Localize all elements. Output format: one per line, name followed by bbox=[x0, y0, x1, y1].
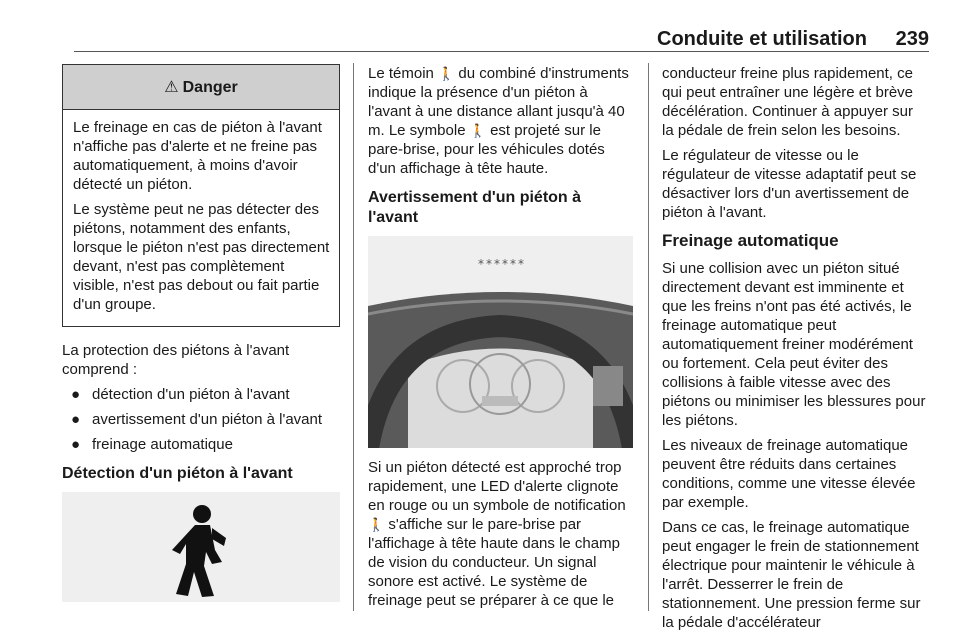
paragraph-cruise-control: Le régulateur de vitesse ou le régulateur de vitesse adaptatif peut se désactiver lors d'un avertissement de piéton à l'avant. bbox=[662, 147, 917, 221]
page-header bbox=[74, 22, 929, 52]
section-heading-detection: Détection d'un piéton à l'avant bbox=[62, 465, 293, 482]
warning-icon: ⚠ bbox=[164, 78, 179, 96]
pedestrian-icon bbox=[62, 492, 340, 602]
header-rule bbox=[74, 51, 929, 52]
danger-paragraph: Le système peut ne pas détecter des piétons, notamment des enfants, lorsque le piéton n'est pas directement devant, n'est pas complètement visible, n'est pas debout ou fait partie d'un groupe. bbox=[73, 201, 330, 313]
column-divider-right bbox=[648, 63, 649, 611]
paragraph-auto-braking: Si une collision avec un piéton situé directement devant est imminente et que les freins n'ont pas été activés, le freinage automatique peut automatiquement freiner modérément ou fortement. Cela peut éviter des collisions à faible vitesse avec des piétons ou minimiser les blessures pour les piétons. bbox=[662, 260, 926, 429]
dashboard-figure bbox=[368, 236, 633, 448]
intro-paragraph: La protection des piétons à l'avant comprend : bbox=[62, 342, 290, 378]
page-title: Conduite et utilisation bbox=[657, 28, 867, 50]
bullet-icon: ● bbox=[71, 436, 81, 453]
paragraph-warning: Si un piéton détecté est approché trop rapidement, une LED d'alerte clignote en rouge ou un symbole de notification 🚶 s'affiche sur le pare-brise par l'affichage à tête haute dans le champ de vision du conducteur. Un signal sonore est activé. Le système de freinage peut se préparer à ce que le bbox=[368, 459, 626, 609]
pedestrian-symbol-icon: 🚶 bbox=[469, 123, 486, 138]
svg-text:******: ****** bbox=[478, 257, 526, 271]
danger-box bbox=[62, 64, 340, 327]
danger-body bbox=[63, 110, 339, 326]
list-item bbox=[62, 410, 340, 429]
danger-paragraph: Le freinage en cas de piéton à l'avant n'affiche pas d'alerte et ne freine pas automatiquement, à moins d'avoir détecté un piéton. bbox=[73, 119, 322, 193]
left-column bbox=[62, 64, 340, 602]
pedestrian-symbol-icon: 🚶 bbox=[438, 66, 455, 81]
paragraph-braking-levels: Les niveaux de freinage automatique peuvent être réduits dans certaines conditions, comme une vitesse élevée par exemple. bbox=[662, 437, 916, 511]
paragraph-parking-brake: Dans ce cas, le freinage automatique peut engager le frein de stationnement électrique pour maintenir le véhicule à l'arrêt. Desserrer le frein de stationnement. Une pression ferme sur la pédale d'accélérateur bbox=[662, 519, 921, 631]
bullet-icon: ● bbox=[71, 386, 81, 403]
list-item-text: avertissement d'un piéton à l'avant bbox=[92, 411, 323, 428]
list-item-text: détection d'un piéton à l'avant bbox=[92, 386, 290, 403]
dashboard-illustration bbox=[368, 236, 633, 448]
middle-column bbox=[368, 64, 633, 610]
list-item-text: freinage automatique bbox=[92, 436, 233, 453]
feature-list bbox=[62, 385, 340, 454]
list-item bbox=[62, 435, 340, 454]
column-divider-left bbox=[353, 63, 354, 611]
paragraph-continued: conducteur freine plus rapidement, ce qui peut entraîner une légère et brève décélération. Continuer à appuyer sur la pédale de frein selon les besoins. bbox=[662, 65, 914, 139]
danger-header bbox=[63, 65, 339, 110]
pedestrian-symbol-icon: 🚶 bbox=[368, 517, 385, 532]
list-item bbox=[62, 385, 340, 404]
paragraph-indicator: Le témoin 🚶 du combiné d'instruments indique la présence d'un piéton à l'avant à une distance allant jusqu'à 40 m. Le symbole 🚶 est projeté sur le pare-brise, pour les véhicules dotés d'un affichage à tête haute. bbox=[368, 65, 629, 177]
section-heading-warning: Avertissement d'un piéton à l'avant bbox=[368, 189, 582, 226]
right-column bbox=[662, 64, 927, 638]
danger-title: Danger bbox=[182, 78, 238, 96]
bullet-icon: ● bbox=[71, 411, 81, 428]
pedestrian-figure bbox=[62, 492, 340, 602]
section-heading-auto-braking: Freinage automatique bbox=[662, 231, 839, 250]
page-number: 239 bbox=[895, 28, 929, 50]
